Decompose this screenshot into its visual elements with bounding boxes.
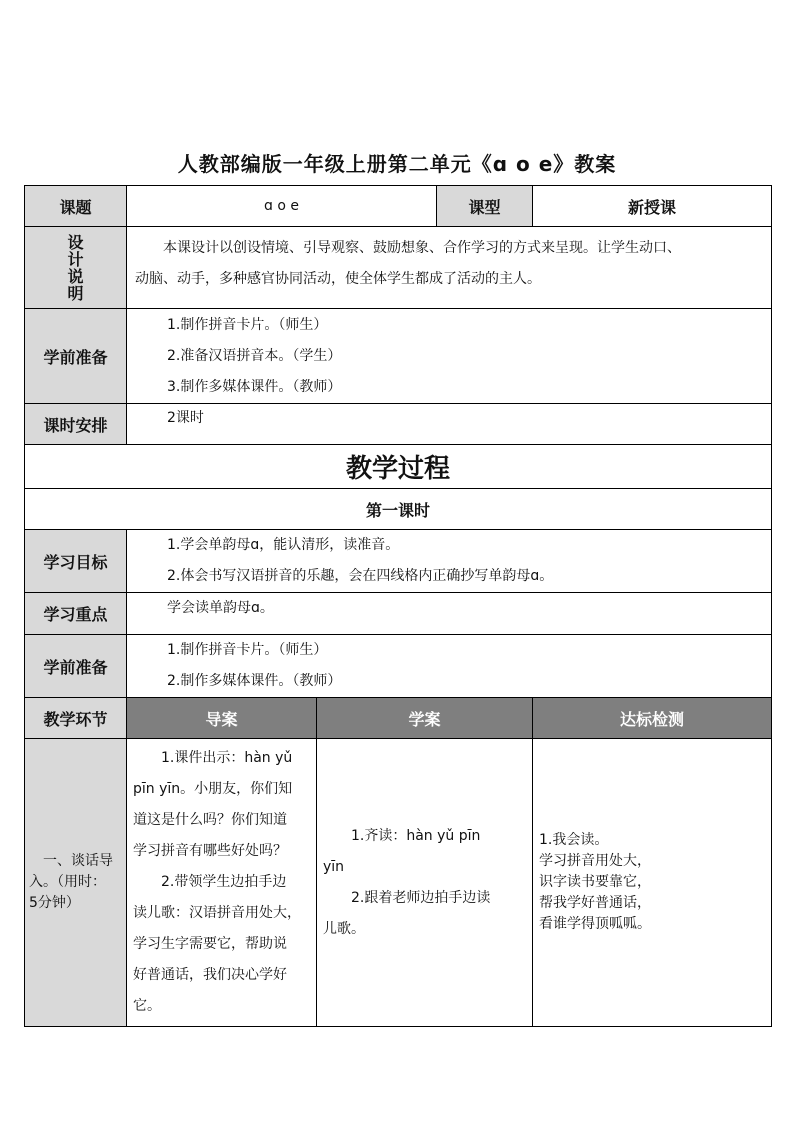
step1-check: [533, 739, 772, 1027]
focus-value: 学会读单韵母ɑ。: [127, 593, 772, 635]
study-line: 儿歌。: [323, 920, 365, 937]
lesson-prep-row: [25, 635, 772, 698]
goals-list: [127, 530, 772, 593]
study-line: yīn: [323, 858, 345, 875]
check-line: 学习拼音用处大，: [539, 853, 651, 869]
check-line: 看谁学得顶呱呱。: [539, 916, 651, 932]
type-label: 课型: [437, 186, 533, 227]
guide-line: 2.带领学生边拍手边: [161, 874, 287, 890]
lesson-prep-item: 2.制作多媒体课件。（教师）: [167, 673, 342, 689]
guide-line: 道这是什么吗？你们知道: [133, 812, 287, 828]
goal-item: 2.体会书写汉语拼音的乐趣，会在四线格内正确抄写单韵母ɑ。: [167, 568, 554, 584]
step1-study: [317, 739, 533, 1027]
schedule-row: [25, 404, 772, 445]
lesson1-title-row: [25, 489, 772, 530]
step-header-row: [25, 698, 772, 739]
design-text: [127, 227, 772, 309]
header-study: 学案: [317, 698, 533, 739]
schedule-value: 2课时: [127, 404, 772, 445]
study-line: 2.跟着老师边拍手边读: [351, 889, 491, 906]
design-label: [25, 227, 127, 309]
design-text-line: 动脑、动手，多种感官协同活动，使全体学生都成了活动的主人。: [135, 271, 541, 287]
goal-item: 1.学会单韵母ɑ，能认清形，读准音。: [167, 537, 400, 553]
prep-label: 学前准备: [25, 309, 127, 404]
prep-list: [127, 309, 772, 404]
prep-item: 1.制作拼音卡片。（师生）: [167, 316, 328, 333]
study-line: 1.齐读：hàn yǔ pīn: [351, 827, 481, 844]
design-row: [25, 227, 772, 309]
header-step: 教学环节: [25, 698, 127, 739]
design-label-char: 明: [67, 283, 84, 303]
guide-line: 它。: [133, 998, 161, 1014]
lesson-prep-label: 学前准备: [25, 635, 127, 698]
header-guide: 导案: [127, 698, 317, 739]
lesson1-title: 第一课时: [25, 489, 772, 530]
goals-row: [25, 530, 772, 593]
schedule-label: 课时安排: [25, 404, 127, 445]
design-text-line: 本课设计以创设情境、引导观察、鼓励想象、合作学习的方式来呈现。让学生动口、: [163, 240, 681, 256]
guide-line: 读儿歌：汉语拼音用处大，: [133, 905, 301, 921]
process-title: 教学过程: [25, 445, 772, 489]
design-label-char: 计: [67, 249, 84, 269]
type-value: 新授课: [533, 186, 772, 227]
goals-label: 学习目标: [25, 530, 127, 593]
step1-label-line: 一、谈话导: [43, 853, 113, 869]
step1-label: [25, 739, 127, 1027]
check-line: 识字读书要靠它，: [539, 874, 651, 890]
guide-line: 1.课件出示：hàn yǔ: [161, 750, 293, 766]
lesson-prep-list: [127, 635, 772, 698]
prep-item: 2.准备汉语拼音本。（学生）: [167, 347, 342, 364]
prep-item: 3.制作多媒体课件。（教师）: [167, 378, 342, 395]
process-title-row: [25, 445, 772, 489]
design-label-char: 说: [67, 266, 84, 286]
lesson-plan-table: [24, 185, 772, 1027]
focus-label: 学习重点: [25, 593, 127, 635]
step1-label-line: 5分钟）: [29, 895, 80, 911]
header-check: 达标检测: [533, 698, 772, 739]
design-label-char: 设: [67, 232, 84, 252]
guide-line: pīn yīn。小朋友，你们知: [133, 781, 293, 797]
guide-line: 好普通话，我们决心学好: [133, 967, 287, 983]
lesson-prep-item: 1.制作拼音卡片。（师生）: [167, 642, 328, 658]
guide-line: 学习拼音有哪些好处吗？: [133, 843, 287, 859]
document-title: 人教部编版一年级上册第二单元《ɑ o e》教案: [177, 152, 617, 176]
topic-row: [25, 186, 772, 227]
step1-label-line: 入。（用时：: [29, 874, 106, 890]
topic-value: ɑ o e: [127, 186, 437, 227]
guide-line: 学习生字需要它，帮助说: [133, 936, 287, 952]
check-line: 1.我会读。: [539, 832, 609, 848]
prep-row: [25, 309, 772, 404]
step1-guide: [127, 739, 317, 1027]
check-line: 帮我学好普通话，: [539, 895, 651, 911]
focus-row: [25, 593, 772, 635]
step1-row: [25, 739, 772, 1027]
topic-label: 课题: [25, 186, 127, 227]
